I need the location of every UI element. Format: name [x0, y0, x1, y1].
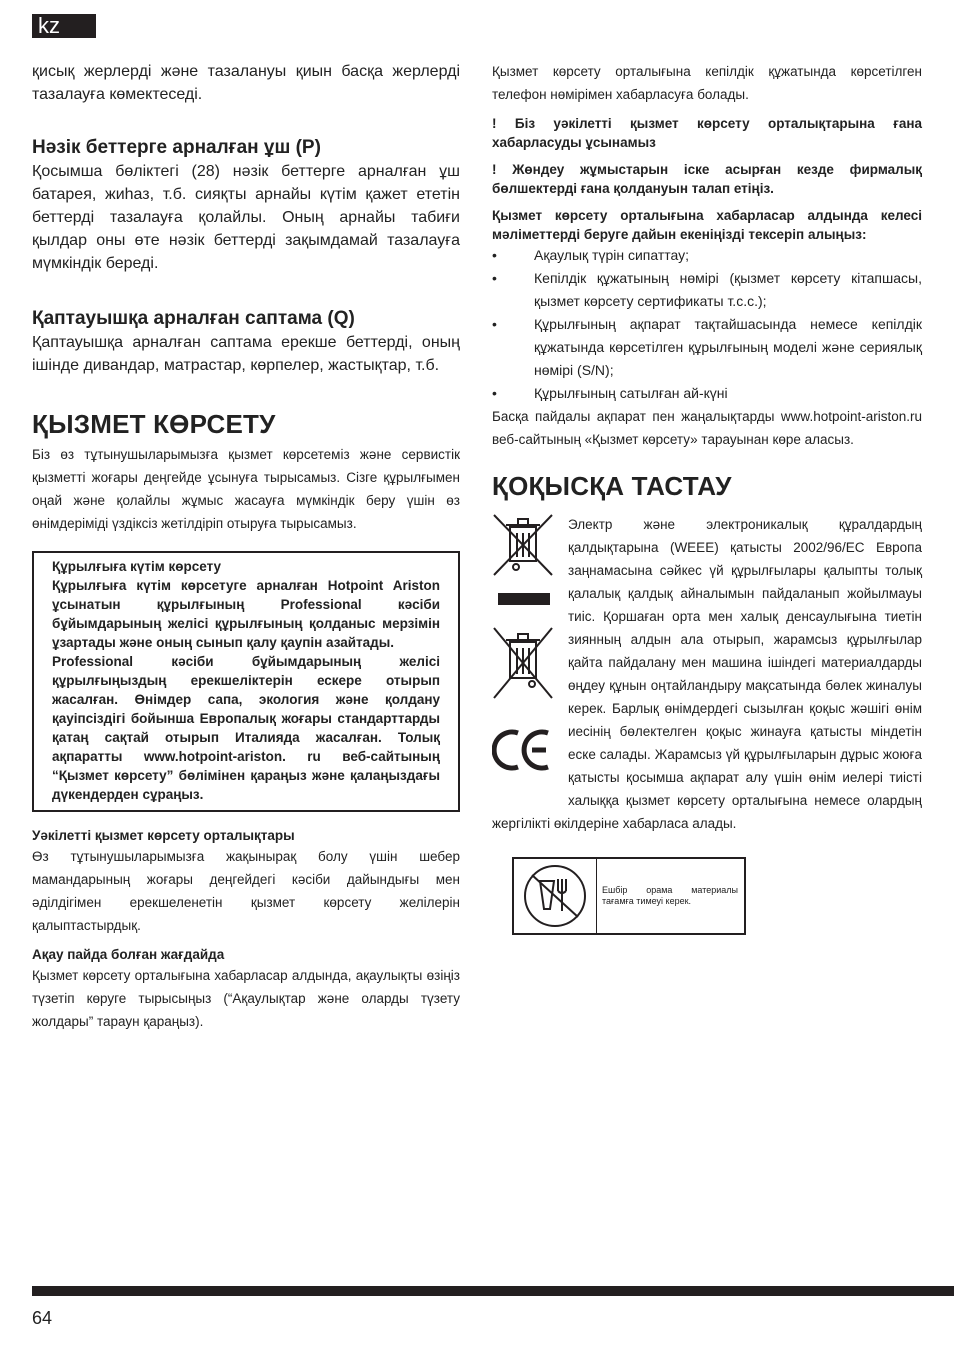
page-number: 64	[32, 1308, 53, 1328]
care-box-title: Құрылғыға күтім көрсету	[52, 559, 222, 574]
upholstery-nozzle-text: Қаптауышқа арналған саптама ерекше беттерді, оның ішінде дивандар, матрастар, көрпелер, жастықтар, т.б.	[32, 334, 460, 374]
disposal-text: Электр және электроникалық құралдардың қалдықтарына (WEEE) қатысты 2002/96/EC Европа заңнамасына сәйкес үй құрылғылары қалыпты толық қалалық қалдық айналымын пайдаланып жойылмауы тиіс. Қоршаған орта мен халық денсаулығына тиетін зиянның алдын ала отырып, жарамсыз құрылғылар қайта пайдалану мен машина ішіндегі материалдарды өңдеу құнын оңтайландыру мақсатында бөлек жиналуы керек. Барлық өнімдердегі сызылған қоқыс жәшігі өнім иесінің бөлектелген қоқыс жинауға қатысты міндетін еске салады. Жарамсыз үй құрылғыларын дұрыс жоюға қатысты қосымша ақпарат алу үшін өнім иелері тиісті халыққа қызмет көрсету орталығына немесе олардың жергілікті өкілдеріне хабарласа алады.	[492, 517, 922, 831]
checklist	[492, 244, 922, 405]
disposal-section	[492, 513, 922, 835]
packaging-note-box	[512, 857, 746, 935]
delicate-nozzle-text: Қосымша бөліктегі (28) нәзік беттерге арналған ұш батарея, жиһаз, т.б. сияқты арнайы күтім қажет ететін беттерді тазалауға қолайлы. Оның арнайы табиғи қылдар оны өте нәзік беттерді зақымдамай тазалауға мүмкіндік береді.	[32, 163, 460, 272]
disposal-icons	[492, 513, 568, 803]
disposal-heading: ҚОҚЫСҚА ТАСТАУ	[492, 471, 732, 501]
list-item: • Кепілдік құжатының нөмірі (қызмет көрсету кітапшасы, қызмет көрсету сертификаты т.с.с.);	[492, 267, 922, 313]
care-info-box	[32, 551, 460, 812]
warning-original-parts: ! Жөндеу жұмыстарын іске асырған кезде фирмалық бөлшектерді ғана қолдануын талап етіңіз.	[492, 162, 922, 196]
crossed-bin-icon	[492, 626, 554, 700]
care-box-paragraph-2: Professional кәсіби бұйымдарының желісі құрылғыңыздың ерекшеліктерін ескере отырып жасалған. Өнімдер сапа, экология және қолдану қауіпсіздігі бойынша Европалық жоғары стандарттарды қатаң сақтай отырып Италияда жасалған. Толық ақпаратты www.hotpoint-ariston. ru веб-сайтының “Қызмет көрсету” бөлімінен қараңыз және қалаңыздағы дүкендерден сұраңыз.	[52, 654, 440, 802]
authorized-centers-heading: Уәкілетті қызмет көрсету орталықтары	[32, 828, 295, 843]
checklist-heading: Қызмет көрсету орталығына хабарласар алдында келесі мәліметтерді беруге дайын екеніңізді тексеріп алыңыз:	[492, 208, 922, 242]
packaging-divider	[596, 859, 597, 933]
delicate-nozzle-heading: Нәзік беттерге арналған ұш (P)	[32, 137, 321, 158]
packaging-note-wrap	[492, 857, 922, 937]
care-box-paragraph-1: Құрылғыға күтім көрсетуге арналған Hotpoint Ariston ұсынатын құрылғының Professional кәсіби бұйымдарының желісі құрылғының қолданыс мерзімін ұзартады және оның сынып қалу қаупін азайтады.	[52, 578, 440, 650]
warning-authorized-only: ! Біз уәкілетті қызмет көрсету орталықтарына ғана хабарласуды ұсынамыз	[492, 116, 922, 150]
no-food-contact-icon	[520, 861, 590, 931]
left-column	[32, 60, 460, 1033]
footer-bar	[32, 1286, 954, 1296]
intro-text: қисық жерлерді және тазалануы қиын басқа жерлерді тазалауға көмектеседі.	[32, 63, 460, 103]
contact-text: Қызмет көрсету орталығына кепілдік құжатында көрсетілген телефон нөмірімен хабарласуға болады.	[492, 64, 922, 102]
authorized-centers-text: Өз тұтынушыларымызға жақынырақ болу үшін шебер мамандарының жоғары деңгейдегі кәсіби дайындығы мен әділдігімен ерекшеленетін қызмет көрсету желілерін қалыптастырдық.	[32, 849, 460, 933]
fault-text: Қызмет көрсету орталығына хабарласар алдында, ақаулықты өзіңіз түзетіп көруге тырысыңыз (“Ақаулықтар және оларды түзету жолдары” тараун қараңыз).	[32, 968, 460, 1029]
list-item: • Құрылғының ақпарат тақтайшасында немесе кепілдік құжатында көрсетілген құрылғының моделі және сериялық нөмірі (S/N);	[492, 313, 922, 382]
list-item: • Құрылғының сатылған ай-күні	[492, 382, 922, 405]
packaging-note-text: Ешбір орама материалы тағамға тимеуі керек.	[602, 885, 738, 906]
crossed-bin-icon	[492, 513, 554, 605]
fault-heading: Ақау пайда болған жағдайда	[32, 947, 225, 962]
ce-mark-icon	[492, 727, 552, 773]
list-item: • Ақаулық түрін сипаттау;	[492, 244, 922, 267]
language-badge: kz	[32, 14, 96, 38]
service-text: Біз өз тұтынушыларымызға қызмет көрсетеміз және сервистік қызметті жоғары деңгейде ұсынуға тырысамыз. Сізге құрылғымен оңай және қолайлы жұмыс жасауға мүмкіндік беру үшін өз өнімдеріміді үздіксіз жетілдіріп отыруға тырысамыз.	[32, 447, 460, 531]
upholstery-nozzle-heading: Қаптауышқа арналған саптама (Q)	[32, 308, 355, 329]
more-info-text: Басқа пайдалы ақпарат пен жаңалықтарды www.hotpoint-ariston.ru веб-сайтының «Қызмет көрсету» тарауынан көре аласыз.	[492, 409, 922, 447]
service-heading: ҚЫЗМЕТ КӨРСЕТУ	[32, 409, 276, 439]
right-column	[492, 60, 922, 937]
